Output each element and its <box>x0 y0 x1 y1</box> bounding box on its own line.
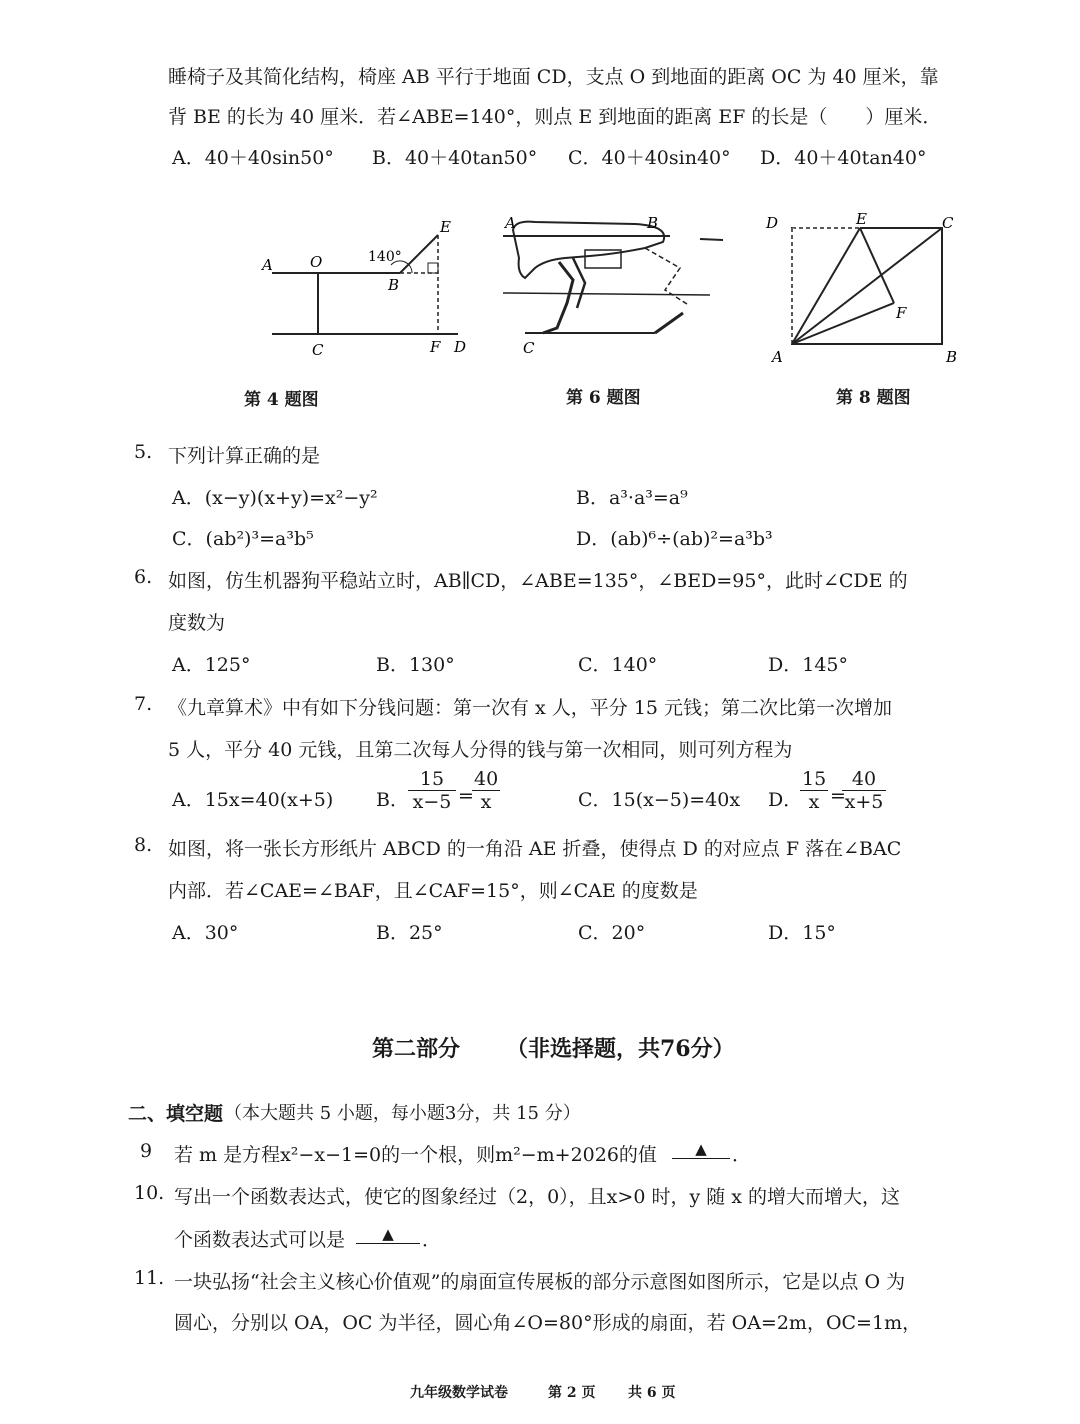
q8-text-line2: 内部．若∠CAE=∠BAF，且∠CAF=15°，则∠CAE 的度数是 <box>168 880 698 902</box>
q7-d-numerator-2: 40 <box>842 768 886 791</box>
fig8-label-d: D <box>766 214 779 232</box>
fig8-label-f: F <box>896 304 907 322</box>
q7-d-denominator-1: x <box>808 791 820 813</box>
fig8-label-a: A <box>772 348 783 366</box>
q5-option-c: C．(ab²)³=a³b⁵ <box>172 528 314 550</box>
fig4-label-c: C <box>312 341 324 359</box>
figure-8-caption: 第 8 题图 <box>836 388 911 408</box>
q7-option-d-fraction-left <box>800 768 828 813</box>
q7-b-numerator-1: 15 <box>408 768 456 791</box>
q7-b-denominator-2: x <box>480 791 492 813</box>
figure-6-diagram <box>495 208 735 358</box>
q8-option-b: B．25° <box>376 922 443 944</box>
footer-page-number: 第 2 页 <box>548 1385 596 1401</box>
footer-total-pages: 共 6 页 <box>628 1385 676 1401</box>
fig6-label-a: A <box>505 214 516 232</box>
q7-option-d-equals: = <box>830 785 846 807</box>
q11-text-line2: 圆心，分别以 OA，OC 为半径，圆心角∠O=80°形成的扇面，若 OA=2m，OC=1m， <box>174 1312 922 1334</box>
q4-option-c: C．40＋40sin40° <box>568 147 731 169</box>
q7-option-d-label: D． <box>768 789 803 811</box>
q4-option-b: B．40＋40tan50° <box>372 147 538 169</box>
section2-heading: 二、填空题 <box>128 1103 224 1125</box>
fig6-label-b: B <box>647 214 659 232</box>
q8-option-c: C．20° <box>578 922 646 944</box>
fig4-angle-label: 140° <box>368 249 402 265</box>
q8-number: 8. <box>134 834 153 856</box>
q7-option-b-label: B． <box>376 789 409 811</box>
q10-text-line1: 写出一个函数表达式，使它的图象经过（2，0），且x>0 时，y 随 x 的增大而增大，这 <box>174 1186 901 1208</box>
q7-option-b-equals: = <box>458 785 474 807</box>
q6-option-a: A．125° <box>172 654 251 676</box>
fig8-label-c: C <box>942 214 954 232</box>
fig4-label-o: O <box>310 253 323 271</box>
q5-number: 5. <box>134 441 153 463</box>
q9-text: 若 m 是方程x²−x−1=0的一个根，则m²−m+2026的值 <box>174 1144 657 1166</box>
figure-6-caption: 第 6 题图 <box>566 388 641 408</box>
q7-b-denominator-1: x−5 <box>412 791 452 813</box>
q4-text-line2: 背 BE 的长为 40 厘米．若∠ABE=140°，则点 E 到地面的距离 EF 的长是（ ）厘米． <box>168 106 942 128</box>
q10-answer-blank: ▲ <box>356 1225 420 1244</box>
q11-text-line1: 一块弘扬“社会主义核心价值观”的扇面宣传展板的部分示意图如图所示，它是以点 O 为 <box>174 1271 906 1293</box>
fig6-label-c: C <box>523 339 535 357</box>
q7-text-line2: 5 人，平分 40 元钱，且第二次每人分得的钱与第一次相同，则可列方程为 <box>168 739 793 761</box>
footer-exam-name: 九年级数学试卷 <box>410 1385 508 1401</box>
q5-option-a: A．(x−y)(x+y)=x²−y² <box>172 487 378 509</box>
q7-text-line1: 《九章算术》中有如下分钱问题：第一次有 x 人，平分 15 元钱；第二次比第一次增加 <box>168 697 893 719</box>
q9-answer-blank: ▲ <box>672 1140 730 1159</box>
q7-option-b-fraction-right <box>472 768 500 813</box>
q9-end: ． <box>732 1144 752 1166</box>
part2-title: 第二部分 <box>372 1036 461 1062</box>
q10-end: ． <box>422 1229 442 1251</box>
fig4-label-a: A <box>262 256 273 274</box>
q5-option-d: D．(ab)⁶÷(ab)²=a³b³ <box>576 528 773 550</box>
q8-text-line1: 如图，将一张长方形纸片 ABCD 的一角沿 AE 折叠，使得点 D 的对应点 F 落在∠BAC <box>168 838 902 860</box>
q8-option-a: A．30° <box>172 922 239 944</box>
figure-8-diagram <box>760 208 960 368</box>
q6-text-line1: 如图，仿生机器狗平稳站立时，AB∥CD，∠ABE=135°，∠BED=95°，此时∠CDE 的 <box>168 570 908 592</box>
q7-number: 7. <box>134 693 153 715</box>
q6-option-d: D．145° <box>768 654 848 676</box>
q4-option-d: D．40＋40tan40° <box>760 147 927 169</box>
q6-option-c: C．140° <box>578 654 658 676</box>
q6-option-b: B．130° <box>376 654 455 676</box>
q4-text-line1: 睡椅子及其简化结构，椅座 AB 平行于地面 CD，支点 O 到地面的距离 OC 为 40 厘米，靠 <box>168 66 939 88</box>
q6-text-line2: 度数为 <box>168 612 226 634</box>
fig4-label-b: B <box>388 276 400 294</box>
figure-4-caption: 第 4 题图 <box>244 390 319 410</box>
q5-option-b: B．a³·a³=a⁹ <box>576 487 688 509</box>
q7-option-a: A．15x=40(x+5) <box>172 789 334 811</box>
q10-text-line2: 个函数表达式可以是 <box>174 1229 346 1251</box>
q10-number: 10. <box>134 1182 165 1204</box>
section2-note: （本大题共 5 小题，每小题3分，共 15 分） <box>224 1103 581 1124</box>
fig4-label-e: E <box>440 218 451 236</box>
q7-b-numerator-2: 40 <box>474 768 499 790</box>
figure-4-diagram <box>250 210 490 370</box>
fig8-label-b: B <box>946 348 958 366</box>
fig8-label-e: E <box>856 210 867 228</box>
q5-stem: 下列计算正确的是 <box>168 445 321 467</box>
fig4-label-f: F <box>430 338 441 356</box>
q7-d-numerator-1: 15 <box>802 768 827 790</box>
q11-number: 11. <box>134 1267 165 1289</box>
part2-subtitle: （非选择题，共76分） <box>506 1036 735 1062</box>
q7-option-b-fraction-left <box>408 768 456 813</box>
q6-number: 6. <box>134 566 153 588</box>
q7-option-c: C．15(x−5)=40x <box>578 789 741 811</box>
q9-number: 9 <box>140 1140 153 1162</box>
q7-option-d-fraction-right <box>842 768 886 813</box>
q7-d-denominator-2: x+5 <box>844 791 884 813</box>
q4-option-a: A．40＋40sin50° <box>172 147 334 169</box>
fig4-label-d: D <box>454 338 467 356</box>
q8-option-d: D．15° <box>768 922 836 944</box>
